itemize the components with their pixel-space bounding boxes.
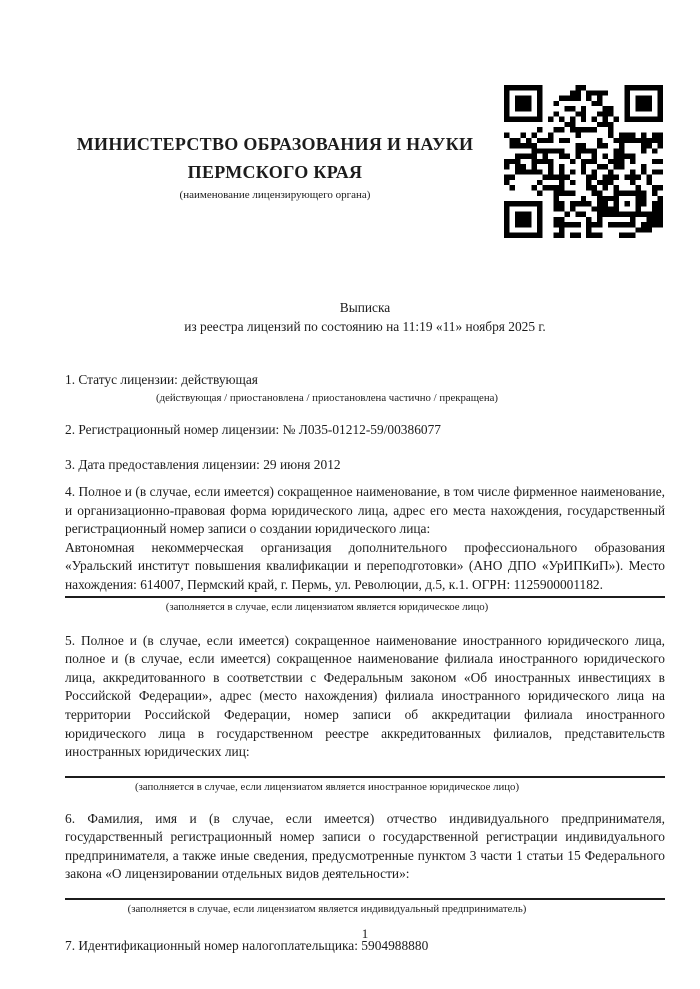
item-grant-date: 3. Дата предоставления лицензии: 29 июня 2012 — [65, 457, 341, 473]
license-status-caption: (действующая / приостановлена / приостановлена частично / прекращена) — [156, 391, 498, 404]
item-license-status — [65, 371, 665, 405]
page-number: 1 — [361, 926, 369, 941]
entrepreneur-paragraph: 6. Фамилия, имя и (в случае, если имеется) отчество индивидуального предпринимателя, государственный регистрационный номер записи о государственной регистрации индивидуального предпринимателя, а также иные сведения, предусмотренные пунктом 3 части 1 статьи 15 Федерального закона «О лицензировании отдельных видов деятельности»: — [65, 810, 665, 882]
ministry-name-line2: ПЕРМСКОГО КРАЯ — [187, 162, 363, 182]
fill-in-rule — [65, 776, 665, 778]
legal-entity-paragraph: 4. Полное и (в случае, если имеется) сокращенное наименование, в том числе фирменное наименование, и организационно-правовая форма юридического лица, адрес его места нахождения, государственный регистрационный номер записи о создании юридического лица: — [65, 483, 665, 537]
entrepreneur-value — [65, 884, 665, 897]
document-body — [65, 299, 665, 956]
ministry-caption: (наименование лицензирующего органа) — [179, 189, 371, 201]
legal-entity-value: Автономная некоммерческая организация дополнительного профессионального образования «Уральский институт повышения квалификации и переподготовки» (АНО ДПО «УрИПКиП»). Место нахождения: 614007, Пермский край, г. Пермь, ул. Революции, д.5, к.1. ОГРН: 1125900001182. — [65, 539, 665, 592]
fill-in-rule — [65, 596, 665, 598]
item-foreign-entity — [65, 632, 665, 794]
foreign-entity-value — [65, 762, 665, 775]
item-registration-number: 2. Регистрационный номер лицензии: № Л035-01212-59/00386077 — [65, 421, 441, 437]
item-legal-entity — [65, 483, 665, 614]
title-line1: Выписка — [339, 300, 391, 315]
license-status-text: 1. Статус лицензии: действующая — [65, 372, 258, 388]
foreign-entity-paragraph: 5. Полное и (в случае, если имеется) сокращенное наименование иностранного юридического лица, полное и (в случае, если имеется) сокращенное наименование филиала иностранного юридического лица, аккредитованного в соответствии с Федеральным законом «Об иностранных инвестициях в Российской Федерации», адрес (место нахождения) филиала иностранного юридического лица на территории Российской Федерации, номер записи об аккредитации филиала иностранного юридического лица в государственном реестре аккредитованных филиалов, представительств иностранных юридических лиц: — [65, 632, 665, 760]
item-individual-entrepreneur — [65, 810, 665, 916]
qr-code-icon — [504, 85, 663, 238]
entrepreneur-caption: (заполняется в случае, если лицензиатом является индивидуальный предприниматель) — [127, 903, 527, 916]
document-title — [65, 299, 665, 336]
header-ministry — [0, 130, 550, 202]
legal-entity-caption: (заполняется в случае, если лицензиатом является юридическое лицо) — [165, 600, 489, 613]
foreign-entity-caption: (заполняется в случае, если лицензиатом является иностранное юридическое лицо) — [134, 780, 520, 793]
ministry-name-line1: МИНИСТЕРСТВО ОБРАЗОВАНИЯ И НАУКИ — [76, 134, 474, 154]
item-taxpayer-number: 7. Идентификационный номер налогоплательщика: 5904988880 — [65, 938, 429, 954]
fill-in-rule — [65, 898, 665, 900]
title-line2: из реестра лицензий по состоянию на 11:19 «11» ноября 2025 г. — [184, 318, 546, 334]
